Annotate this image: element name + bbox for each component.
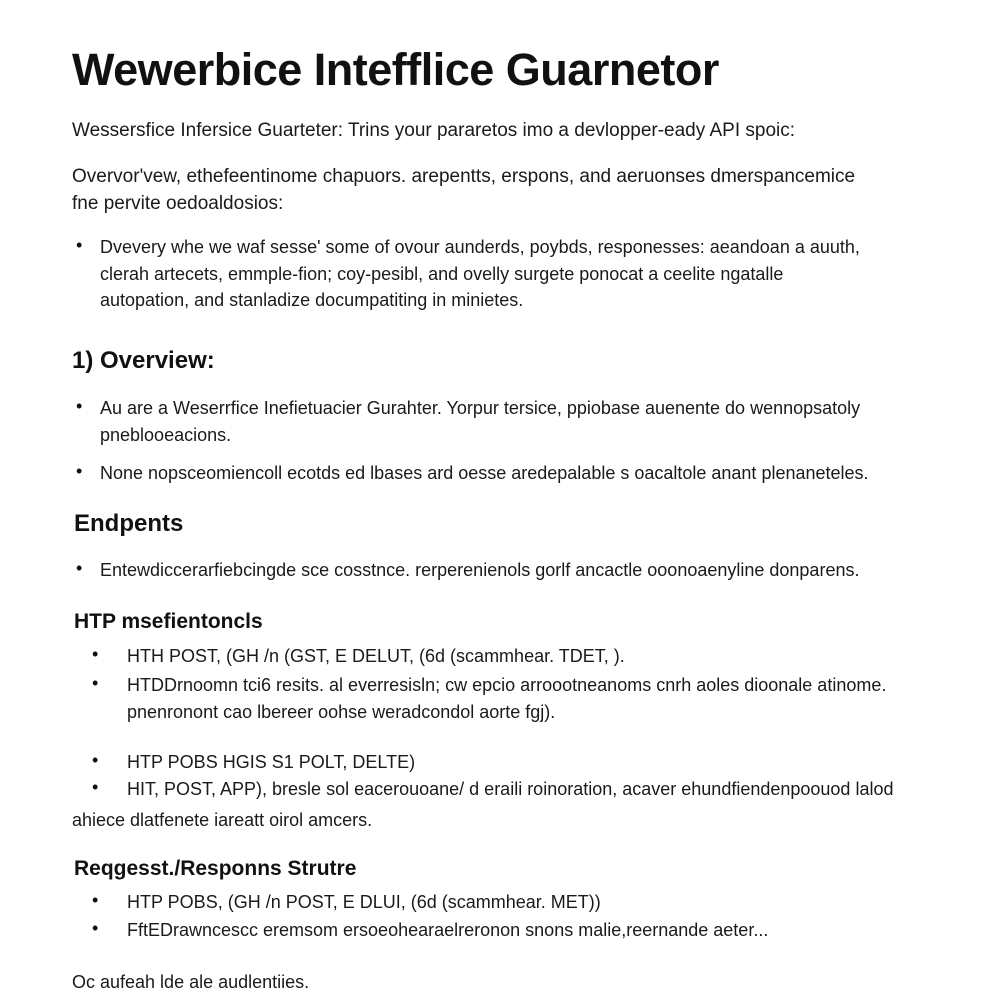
overview-bullet-2-line1: None nopsceomiencoll ecotds ed lbases ard oesse aredepalable s oacaltole anant plenaneteles. <box>100 463 869 483</box>
overview-bullet-1-line2: pneblooeacions. <box>100 425 232 445</box>
http-bullet-2-line2: pnenronont cao lbereer oohse weradcondol aorte fgj). <box>127 702 556 722</box>
http-bullet-4: HIT, POST, APP), bresle sol eacerouoane/ d eraili roinoration, acaver ehundfiendenpoouod lalod <box>127 779 894 799</box>
section-heading-overview: 1) Overview: <box>72 347 215 374</box>
bullet-dot: • <box>92 777 99 797</box>
intro-bullet-line1: Dvevery whe we waf sesse' some of ovour aunderds, poybds, responesses: aeandoan a auuth, <box>100 237 860 257</box>
section-heading-http: HTP msefientoncls <box>74 610 263 633</box>
bullet-dot: • <box>92 673 99 693</box>
bullet-dot: • <box>92 644 99 664</box>
http-bullet-1: HTH POST, (GH /n (GST, E DELUT, (6d (scammhear. TDET, ). <box>127 646 625 666</box>
request-bullet-1: HTP POBS, (GH /n POST, E DLUI, (6d (scammhear. MET)) <box>127 892 601 912</box>
http-bullet-2-line1: HTDDrnoomn tci6 resits. al everresisln; cw epcio arroootneanoms cnrh aoles dioonale atinome. <box>127 675 887 695</box>
section-heading-endpoints: Endpents <box>74 510 184 537</box>
bullet-dot: • <box>92 918 99 938</box>
request-bullet-2: FftEDrawncescc eremsom ersoeohearaelreronon snons malie,reernande aeter... <box>127 920 769 940</box>
intro-bullet-line3: autopation, and stanladize documpatiting in minietes. <box>100 290 524 310</box>
http-bullet-3: HTP POBS HGIS S1 POLT, DELTE) <box>127 752 416 772</box>
overview-bullet-1-line1: Au are a Weserrfice Inefietuacier Gurahter. Yorpur tersice, ppiobase auenente do wennopsatoly <box>100 398 861 418</box>
bullet-dot: • <box>76 461 83 481</box>
bullet-dot: • <box>92 890 99 910</box>
footer-text: Oc aufeah lde ale audlentiies. <box>72 972 310 992</box>
bullet-dot: • <box>76 558 83 578</box>
http-trailing-text: ahiece dlatfenete iareatt oirol amcers. <box>72 810 373 830</box>
bullet-dot: • <box>76 396 83 416</box>
overview-paragraph-line1: Overvor'vew, ethefeentinome chapuors. arepentts, erspons, and aeruonses dmerspancemice <box>72 166 856 187</box>
bullet-dot: • <box>76 235 83 255</box>
overview-paragraph-line2: fne pervite oedoaldosios: <box>72 193 284 214</box>
section-heading-request-response: Reqgesst./Responns Strutre <box>74 857 357 880</box>
endpoints-bullet-1: Entewdiccerarfiebcingde sce cosstnce. rerperenienols gorlf ancactle ooonoaenyline donparens. <box>100 560 860 580</box>
intro-text: Wessersfice Infersice Guarteter: Trins your pararetos imo a devlopper-eady API spoic: <box>72 120 796 141</box>
bullet-dot: • <box>92 750 99 770</box>
page-title: Wewerbice Intefflice Guarnetor <box>72 44 719 95</box>
intro-bullet-line2: clerah artecets, emmple-fion; coy-pesibl, and ovelly surgete ponocat a ceelite ngatalle <box>100 264 784 284</box>
